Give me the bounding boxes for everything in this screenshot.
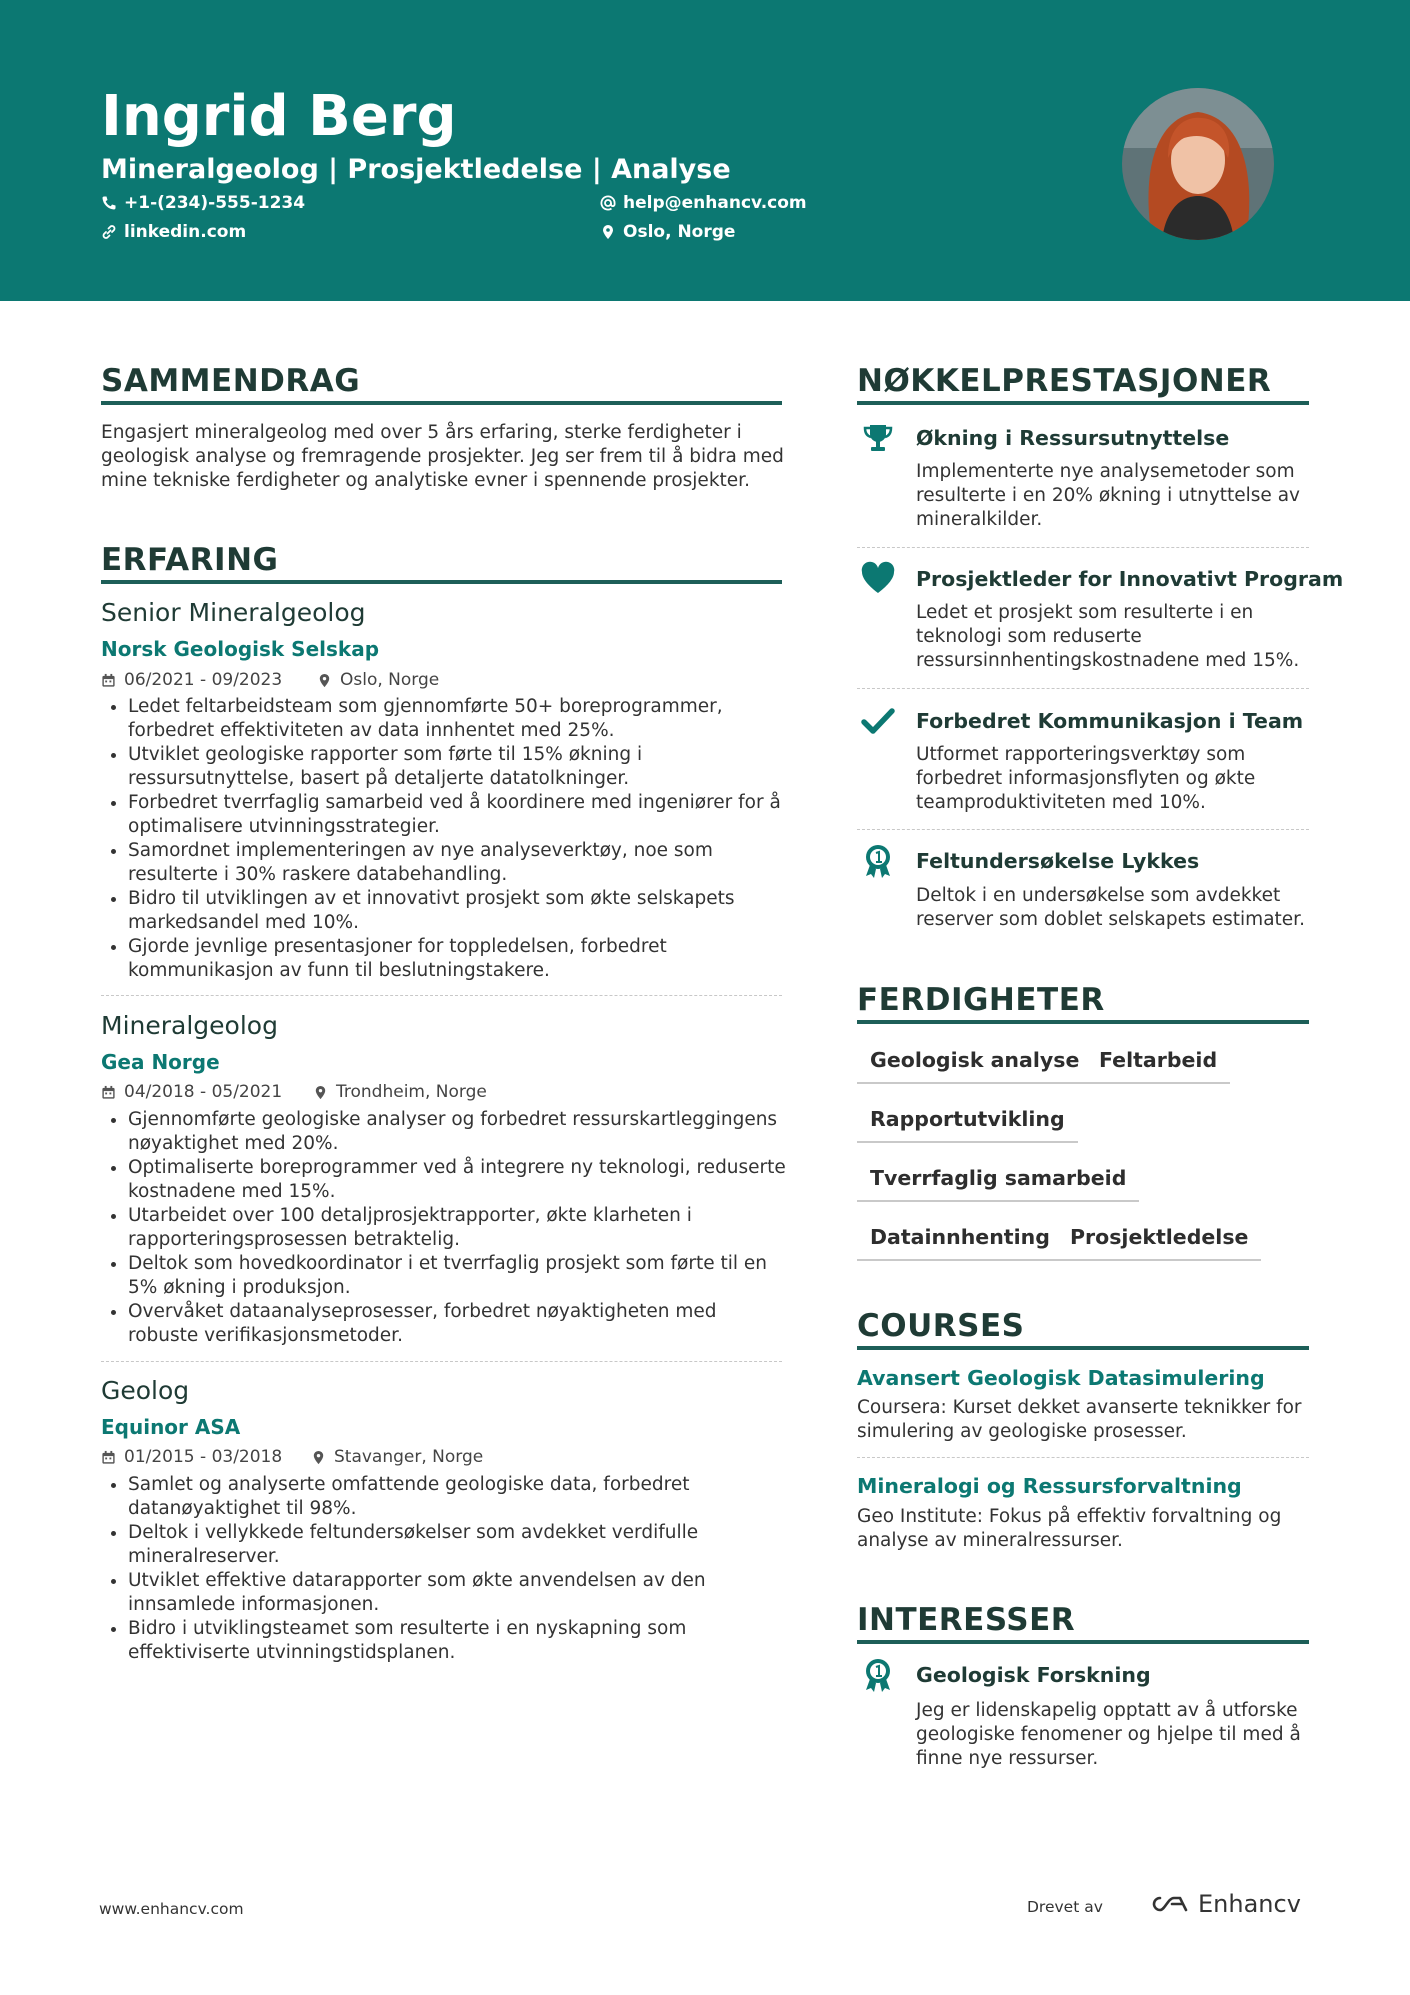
email-text: help@enhancv.com xyxy=(623,193,807,213)
achievements-heading: NØKKELPRESTASJONER xyxy=(857,363,1272,399)
heart-icon xyxy=(860,561,896,597)
candidate-name: Ingrid Berg xyxy=(101,84,457,149)
job-bullets xyxy=(101,695,818,983)
list-item: • Samlet og analyserte omfattende geologiske data, forbedret datanøyaktighet til 98%. xyxy=(128,1473,818,1521)
calendar-icon xyxy=(101,1450,116,1465)
company-name: Equinor ASA xyxy=(101,1415,241,1439)
phone-icon xyxy=(101,195,117,211)
interest-desc: Jeg er lidenskapelig opptatt av å utforske geologiske fenomener og hjelpe til med å finne nye ressurser. xyxy=(916,1700,1301,1769)
skill-tag: Prosjektledelse xyxy=(1057,1224,1261,1261)
skills-rule xyxy=(857,1020,1309,1024)
list-item: • Bidro til utviklingen av et innovativt prosjekt som økte selskapets markedsandel med 10%. xyxy=(128,887,818,935)
job-location: Oslo, Norge xyxy=(317,669,439,691)
at-sign-icon xyxy=(600,195,616,211)
summary-rule xyxy=(101,401,782,405)
candidate-title: Mineralgeolog | Prosjektledelse | Analyse xyxy=(101,154,731,185)
job-title: Senior Mineralgeolog xyxy=(101,598,366,627)
award-ribbon-icon xyxy=(860,1657,896,1693)
achievements-rule xyxy=(857,401,1309,405)
courses-heading: COURSES xyxy=(857,1308,1025,1344)
summary-text: Engasjert mineralgeolog med over 5 års erfaring, sterke ferdigheter i geologisk analyse og fremragende prosjekter. Jeg ser frem til å bidra med mine tekniske ferdigheter og analytiske evner i spennende prosjekter. xyxy=(101,422,784,491)
list-item: • Gjorde jevnlige presentasjoner for toppledelsen, forbedret kommunikasjon av funn til beslutningstakere. xyxy=(128,935,818,983)
achievement-desc: Implementerte nye analysemetoder som resulterte i en 20% økning i utnyttelse av mineralkilder. xyxy=(916,461,1300,530)
achievement-desc: Deltok i en undersøkelse som avdekket reserver som doblet selskapets estimater. xyxy=(916,885,1305,930)
achievement-desc: Utformet rapporteringsverktøy som forbedret informasjonsflyten og økte teamproduktiviteten med 10%. xyxy=(916,744,1256,813)
skill-tag: Rapportutvikling xyxy=(857,1106,1078,1143)
location-contact xyxy=(600,220,735,244)
course-title: Avansert Geologisk Datasimulering xyxy=(857,1366,1265,1390)
job-bullets xyxy=(101,1473,818,1665)
job-title: Mineralgeolog xyxy=(101,1011,278,1040)
list-item: • Deltok som hovedkoordinator i et tverrfaglig prosjekt som førte til en 5% økning i produksjon. xyxy=(128,1252,818,1300)
divider xyxy=(857,547,1309,548)
list-item: • Bidro i utviklingsteamet som resulterte i en nyskapning som effektiviserte utvinningstidsplanen. xyxy=(128,1617,818,1665)
divider xyxy=(857,1457,1309,1458)
interests-rule xyxy=(857,1640,1309,1644)
job-title: Geolog xyxy=(101,1376,190,1405)
award-ribbon-icon xyxy=(860,843,896,879)
email-contact[interactable] xyxy=(600,191,807,215)
skill-tag: Datainnhenting xyxy=(857,1224,1063,1261)
achievement-title: Prosjektleder for Innovativt Program xyxy=(916,567,1344,591)
map-pin-icon xyxy=(313,1085,328,1100)
list-item: • Optimaliserte boreprogrammer ved å integrere ny teknologi, reduserte kostnadene med 15%. xyxy=(128,1156,818,1204)
list-item: • Overvåket dataanalyseprosesser, forbedret nøyaktigheten med robuste verifikasjonsmetoder. xyxy=(128,1300,818,1348)
map-pin-icon xyxy=(600,224,616,240)
list-item: • Utviklet geologiske rapporter som førte til 15% økning i ressursutnyttelse, basert på detaljerte datatolkninger. xyxy=(128,743,818,791)
enhancv-logo-icon xyxy=(1148,1892,1192,1916)
list-item: • Forbedret tverrfaglig samarbeid ved å koordinere med ingeniører for å optimalisere utvinningsstrategier. xyxy=(128,791,818,839)
company-name: Norsk Geologisk Selskap xyxy=(101,637,380,661)
map-pin-icon xyxy=(311,1450,326,1465)
footer-website[interactable]: www.enhancv.com xyxy=(99,1900,244,1918)
checkmark-icon xyxy=(860,703,896,739)
job-bullets xyxy=(101,1108,818,1348)
divider xyxy=(101,995,782,996)
header-banner xyxy=(0,0,1410,301)
skill-tag: Feltarbeid xyxy=(1086,1047,1230,1084)
trophy-icon xyxy=(860,421,896,457)
interests-heading: INTERESSER xyxy=(857,1602,1076,1638)
enhancv-logo[interactable] xyxy=(1148,1890,1301,1918)
list-item: • Utarbeidet over 100 detaljprosjektrapporter, økte klarheten i rapporteringsprosessen betraktelig. xyxy=(128,1204,818,1252)
footer-powered-by: Drevet av xyxy=(1027,1898,1103,1916)
list-item: • Deltok i vellykkede feltundersøkelser som avdekket verdifulle mineralreserver. xyxy=(128,1521,818,1569)
interest-title: Geologisk Forskning xyxy=(916,1663,1151,1687)
course-desc: Geo Institute: Fokus på effektiv forvaltning og analyse av mineralressurser. xyxy=(857,1506,1282,1551)
map-pin-icon xyxy=(317,673,332,688)
company-name: Gea Norge xyxy=(101,1050,220,1074)
job-dates: 04/2018 - 05/2021 xyxy=(101,1081,282,1103)
skill-tag: Tverrfaglig samarbeid xyxy=(857,1165,1139,1202)
achievement-title: Forbedret Kommunikasjon i Team xyxy=(916,709,1304,733)
avatar xyxy=(1122,88,1274,240)
calendar-icon xyxy=(101,1085,116,1100)
summary-heading: SAMMENDRAG xyxy=(101,363,361,399)
list-item: • Samordnet implementeringen av nye analyseverktøy, noe som resulterte i 30% raskere databehandling. xyxy=(128,839,818,887)
achievement-title: Feltundersøkelse Lykkes xyxy=(916,849,1200,873)
phone-contact[interactable] xyxy=(101,191,305,215)
linkedin-text: linkedin.com xyxy=(124,222,247,242)
linkedin-contact[interactable] xyxy=(101,220,246,244)
list-item: • Gjennomførte geologiske analyser og forbedret ressurskartleggingens nøyaktighet med 20%. xyxy=(128,1108,818,1156)
experience-rule xyxy=(101,580,782,584)
achievement-title: Økning i Ressursutnyttelse xyxy=(916,426,1230,450)
course-desc: Coursera: Kurset dekket avanserte teknikker for simulering av geologiske prosesser. xyxy=(857,1397,1302,1442)
job-location: Stavanger, Norge xyxy=(311,1446,483,1468)
phone-text: +1-(234)-555-1234 xyxy=(124,193,306,213)
location-text: Oslo, Norge xyxy=(623,222,736,242)
divider xyxy=(857,829,1309,830)
calendar-icon xyxy=(101,673,116,688)
course-title: Mineralogi og Ressursforvaltning xyxy=(857,1474,1242,1498)
enhancv-brand-text: Enhancv xyxy=(1198,1890,1301,1918)
list-item: • Utviklet effektive datarapporter som økte anvendelsen av den innsamlede informasjonen. xyxy=(128,1569,818,1617)
divider xyxy=(101,1361,782,1362)
skill-tag: Geologisk analyse xyxy=(857,1047,1092,1084)
achievement-desc: Ledet et prosjekt som resulterte i en teknologi som reduserte ressursinnhentingskostnadene med 15%. xyxy=(916,602,1300,671)
job-dates: 06/2021 - 09/2023 xyxy=(101,669,282,691)
skills-heading: FERDIGHETER xyxy=(857,982,1105,1018)
experience-heading: ERFARING xyxy=(101,542,279,578)
job-dates: 01/2015 - 03/2018 xyxy=(101,1446,282,1468)
courses-rule xyxy=(857,1346,1309,1350)
list-item: • Ledet feltarbeidsteam som gjennomførte 50+ boreprogrammer, forbedret effektiviteten av data innhentet med 25%. xyxy=(128,695,818,743)
link-icon xyxy=(101,224,117,240)
divider xyxy=(857,688,1309,689)
job-location: Trondheim, Norge xyxy=(313,1081,487,1103)
